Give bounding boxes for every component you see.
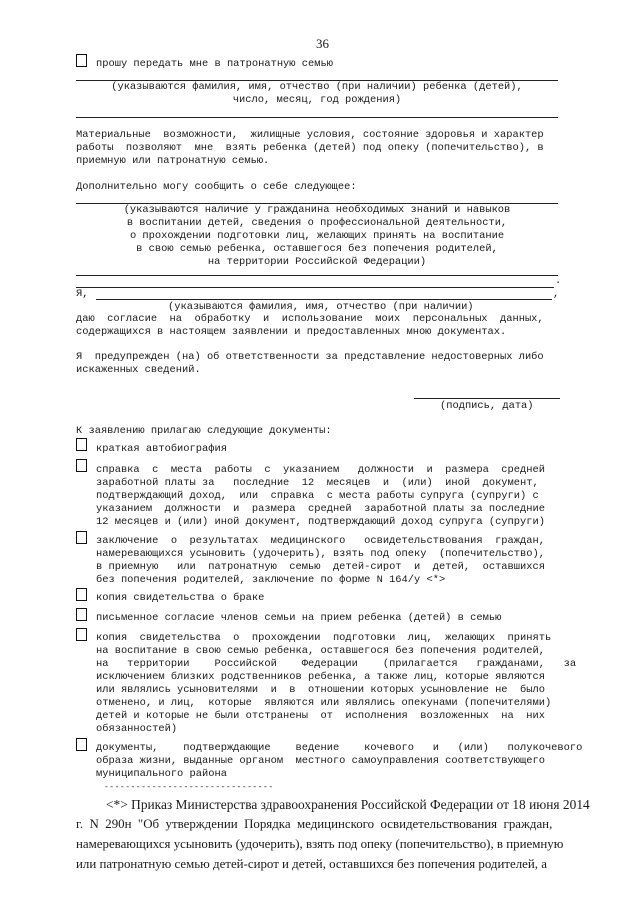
additional-line-3 [76,287,554,288]
checkbox-transfer[interactable] [76,54,87,67]
consent-hint: (указываются фамилия, имя, отчество (при наличии) [168,301,474,313]
transfer-hint-1: (указываются фамилия, имя, отчество (при наличии) ребенка (детей), [111,81,523,93]
signature-label: (подпись, дата) [440,400,534,412]
doc-training-line-3: на территории Российской Федерации (прилагается гражданами, за [96,658,577,670]
doc-training-line-4: исключением близких родственников ребенка, а также лиц, которые являются [96,671,545,683]
doc-income-line-3: подтверждающий доход, или справка с места работы супруга (супруги) с [96,490,539,502]
doc-training-line-7: детей и которые не были отстранены от исполнения возложенных на них [96,710,545,722]
doc-medical-line-4: без попечения родителей, заключение по форме N 164/у <*> [96,574,446,586]
checkbox-marriage-certificate[interactable] [76,588,87,601]
doc-autobiography: краткая автобиография [96,443,227,455]
doc-medical-line-1: заключение о результатах медицинского освидетельствования граждан, [96,535,545,547]
additional-line-2 [76,275,558,276]
doc-training-line-2: на воспитание в свою семью ребенка, оставшегося без попечения родителей, [96,645,545,657]
doc-income-line-5: 12 месяцев и (или) иной документ, подтверждающий доход супруга (супруги) [96,516,545,528]
doc-medical-line-2: намеревающихся усыновить (удочерить), взять под опеку (попечительство), [96,548,545,560]
doc-nomadic-line-3: муниципального района [96,768,227,780]
consent-line-2: содержащихся в настоящем заявлении и предоставленных мною документах. [76,326,507,338]
doc-training-line-5: или являлись усыновителями и в отношении которых усыновление не было [96,684,545,696]
footnote-line-1: <*> Приказ Министерства здравоохранения Российской Федерации от 18 июня 2014 [106,797,590,812]
consent-line-1: даю согласие на обработку и использование моих персональных данных, [76,313,544,325]
doc-income-line-4: указанием должности и размера средней заработной платы за последние [96,503,545,515]
warning-line-1: Я предупрежден (на) об ответственности за представление недостоверных либо [76,351,544,363]
consent-prefix: Я, [76,288,89,300]
material-line-3: приемную или патронатную семью. [76,155,270,167]
signature-line [414,398,560,399]
material-line-2: работы позволяют мне взять ребенка (детей) под опеку (попечительство), в [76,142,544,154]
doc-nomadic-line-1: документы, подтверждающие ведение кочевого и (или) полукочевого [96,742,583,754]
additional-hint-1: (указываются наличие у гражданина необходимых знаний и навыков [123,204,511,216]
page-number: 36 [316,36,329,51]
doc-training-line-8: обязанностей) [96,723,178,735]
documents-heading: К заявлению прилагаю следующие документы: [76,425,332,437]
additional-hint-2: в воспитании детей, сведения о профессиональной деятельности, [126,217,508,229]
additional-hint-5: на территории Российской Федерации) [207,256,427,268]
consent-line-end: , [553,288,560,300]
transfer-label: прошу передать мне в патронатную семью [96,58,333,70]
doc-income-line-1: справка с места работы с указанием должности и размера средней [96,464,545,476]
warning-line-2: искаженных сведений. [76,364,201,376]
additional-hint-3: о прохождении подготовки лиц, желающих принять на воспитание [129,230,505,242]
doc-nomadic-line-2: образа жизни, выданные органом местного самоуправления соответствующего [96,755,545,767]
doc-medical-line-3: в приемную или патронатную семью детей-сирот и детей, оставшихся [96,561,545,573]
checkbox-income-certificate[interactable] [76,459,87,472]
additional-heading: Дополнительно могу сообщить о себе следующее: [76,181,357,193]
doc-family-consent: письменное согласие членов семьи на прием ребенка (детей) в семью [96,612,502,624]
consent-name-line [96,299,552,300]
checkbox-training-certificate[interactable] [76,628,87,641]
doc-income-line-2: заработной платы за последние 12 месяцев и (или) иной документ, [96,477,539,489]
doc-marriage: копия свидетельства о браке [96,592,265,604]
checkbox-autobiography[interactable] [76,438,87,451]
blank-line [76,117,558,118]
doc-training-line-1: копия свидетельства о прохождении подготовки лиц, желающих принять [96,632,552,644]
checkbox-medical-report[interactable] [76,531,87,544]
checkbox-nomadic-documents[interactable] [76,738,87,751]
footnote-line-4: или патронатную семью детей-сирот и детей, оставшихся без попечения родителей, а [76,857,547,871]
footnote-separator: -------------------------------- [104,783,274,792]
additional-line-end: . [555,275,562,287]
additional-hint-4: в свою семью ребенка, оставшегося без попечения родителей, [136,243,498,255]
material-line-1: Материальные возможности, жилищные условия, состояние здоровья и характер [76,129,544,141]
doc-training-line-6: отменено, и лиц, которые являются или являлись опекунами (попечителями) [96,697,552,709]
checkbox-family-consent[interactable] [76,608,87,621]
footnote-line-3: намеревающихся усыновить (удочерить), взять под опеку (попечительство), в приемную [76,837,564,851]
footnote-line-2: г. N 290н "Об утверждении Порядка медицинского освидетельствования граждан, [76,817,553,831]
transfer-hint-2: число, месяц, год рождения) [232,94,402,106]
